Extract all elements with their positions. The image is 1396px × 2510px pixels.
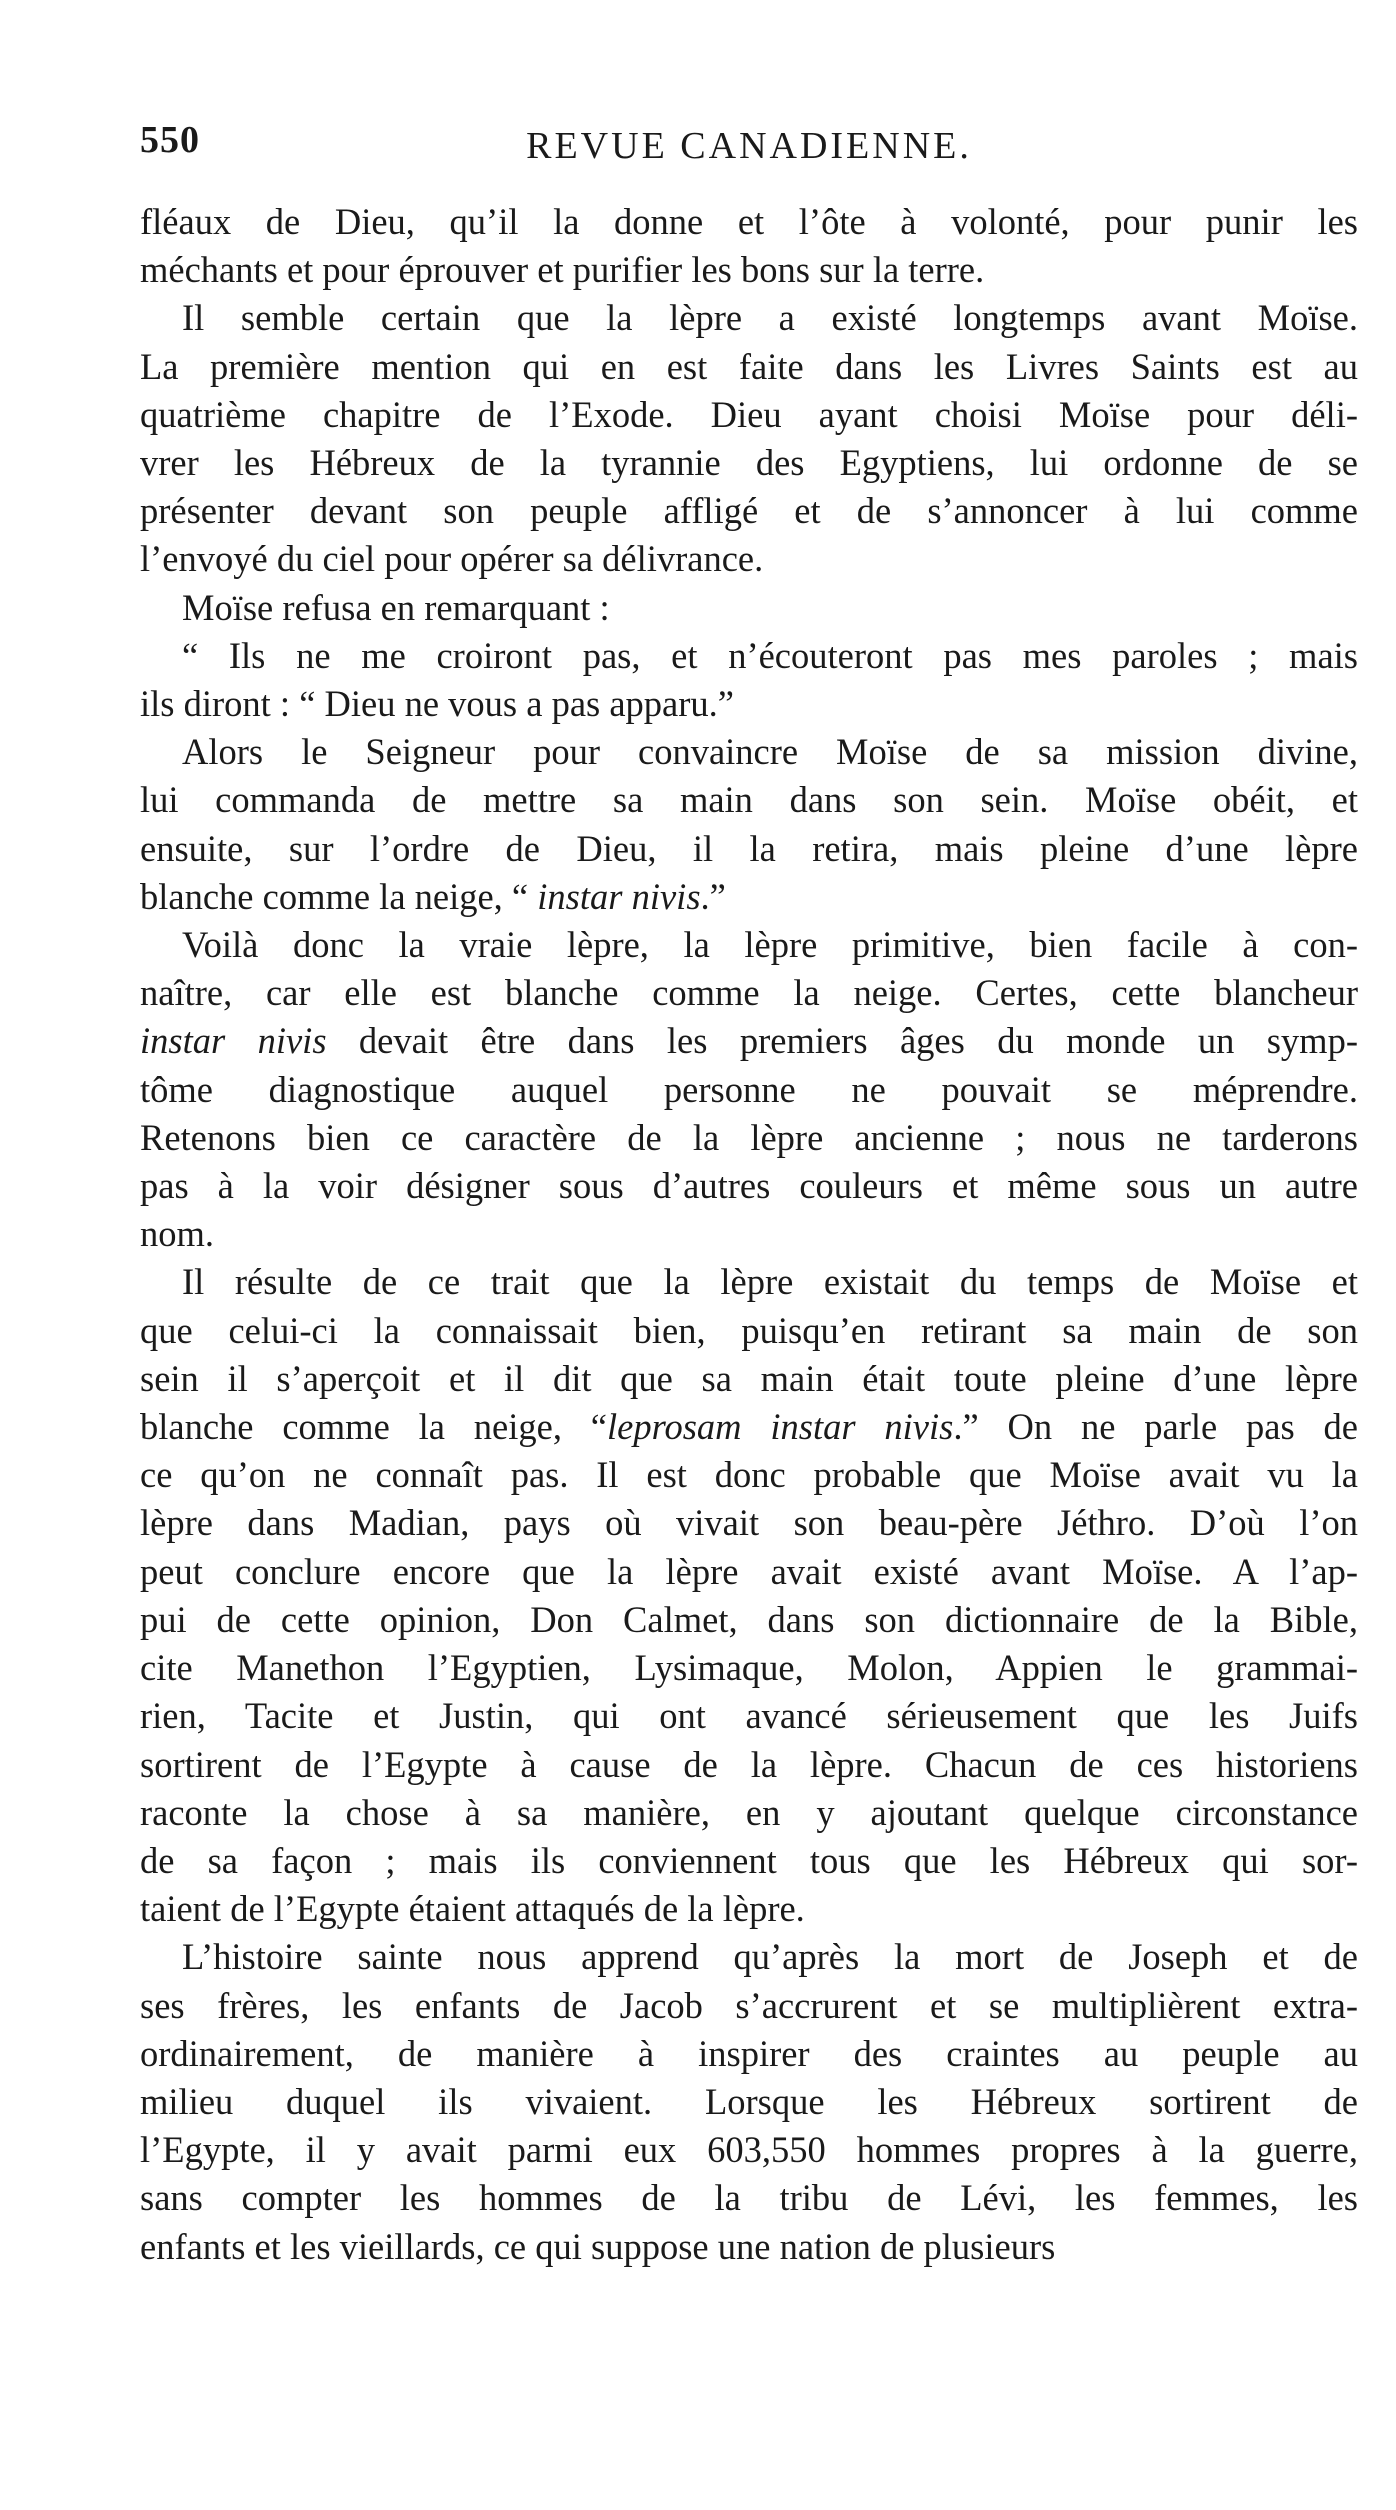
text-line: peut conclure encore que la lèpre avait existé avant Moïse. A l’ap- [140,1550,1358,1592]
paragraph [140,294,1358,583]
text-line: ordinairement, de manière à inspirer des craintes au peuple au [140,2032,1358,2074]
article-body [140,198,1358,2271]
paragraph [140,728,1358,921]
text-line: pui de cette opinion, Don Calmet, dans son dictionnaire de la Bible, [140,1598,1358,1640]
text-line: pas à la voir désigner sous d’autres couleurs et même sous un autre [140,1165,1358,1207]
paragraph [140,921,1358,1258]
text-line: enfants et les vieillards, ce qui suppose une nation de plusieurs [140,2225,1056,2267]
paragraph [140,1258,1358,1933]
text-line: présenter devant son peuple affligé et de s’annoncer à lui comme [140,490,1358,532]
text-line: ce qu’on ne connaît pas. Il est donc probable que Moïse avait vu la [140,1454,1358,1496]
journal-title: REVUE CANADIENNE. [526,125,972,167]
text-line: blanche comme la neige, “ instar nivis.” [140,875,726,917]
text-line: fléaux de Dieu, qu’il la donne et l’ôte à volonté, pour punir les [140,201,1358,242]
paragraph [140,1933,1358,2270]
text-line: que celui-ci la connaissait bien, puisqu’en retirant sa main de son [140,1309,1358,1351]
text-line: instar nivis devait être dans les premiers âges du monde un symp- [140,1020,1358,1062]
book-page [140,118,1358,2271]
text-line: Voilà donc la vraie lèpre, la lèpre primitive, bien facile à con- [182,924,1358,966]
text-line: cite Manethon l’Egyptien, Lysimaque, Molon, Appien le grammai- [140,1647,1358,1689]
text-line: Il résulte de ce trait que la lèpre existait du temps de Moïse et [182,1261,1358,1303]
text-line: rien, Tacite et Justin, qui ont avancé sérieusement que les Juifs [140,1695,1358,1737]
text-line: de sa façon ; mais ils conviennent tous que les Hébreux qui sor- [140,1839,1358,1881]
text-line: milieu duquel ils vivaient. Lorsque les Hébreux sortirent de [140,2080,1358,2122]
text-line: L’histoire sainte nous apprend qu’après la mort de Joseph et de [182,1936,1358,1978]
text-line: Moïse refusa en remarquant : [182,586,610,628]
text-line: La première mention qui en est faite dans les Livres Saints est au [140,345,1358,387]
text-line: ses frères, les enfants de Jacob s’accrurent et se multiplièrent extra- [140,1984,1358,2026]
paragraph [140,632,1358,728]
text-line: sortirent de l’Egypte à cause de la lèpre. Chacun de ces historiens [140,1743,1358,1785]
paragraph [140,584,1358,632]
page-number: 550 [140,119,200,161]
text-line: méchants et pour éprouver et purifier les bons sur la terre. [140,249,985,291]
text-line: sein il s’aperçoit et il dit que sa main était toute pleine d’une lèpre [140,1357,1358,1399]
text-line: ensuite, sur l’ordre de Dieu, il la retira, mais pleine d’une lèpre [140,827,1358,869]
text-line: taient de l’Egypte étaient attaqués de la lèpre. [140,1888,805,1930]
paragraph [140,198,1358,294]
text-line: quatrième chapitre de l’Exode. Dieu ayant choisi Moïse pour déli- [140,393,1358,435]
text-line: lui commanda de mettre sa main dans son sein. Moïse obéit, et [140,779,1358,821]
text-line: ils diront : “ Dieu ne vous a pas apparu.” [140,683,734,725]
text-line: raconte la chose à sa manière, en y ajoutant quelque circonstance [140,1791,1358,1833]
text-line: Retenons bien ce caractère de la lèpre ancienne ; nous ne tarderons [140,1116,1358,1158]
text-line: nom. [140,1213,215,1255]
text-line: Alors le Seigneur pour convaincre Moïse de sa mission divine, [182,731,1358,773]
text-line: l’envoyé du ciel pour opérer sa délivrance. [140,538,764,580]
text-line: tôme diagnostique auquel personne ne pouvait se méprendre. [140,1068,1358,1110]
text-line: blanche comme la neige, “leprosam instar nivis.” On ne parle pas de [140,1406,1358,1448]
text-line: vrer les Hébreux de la tyrannie des Egyptiens, lui ordonne de se [140,442,1358,484]
text-line: l’Egypte, il y avait parmi eux 603,550 hommes propres à la guerre, [140,2129,1358,2171]
text-line: “ Ils ne me croiront pas, et n’écouteront pas mes paroles ; mais [182,634,1358,676]
text-line: naître, car elle est blanche comme la neige. Certes, cette blancheur [140,972,1358,1014]
running-head [140,118,1358,178]
text-line: sans compter les hommes de la tribu de Lévi, les femmes, les [140,2177,1358,2219]
text-line: lèpre dans Madian, pays où vivait son beau-père Jéthro. D’où l’on [140,1502,1358,1544]
text-line: Il semble certain que la lèpre a existé longtemps avant Moïse. [182,297,1358,339]
